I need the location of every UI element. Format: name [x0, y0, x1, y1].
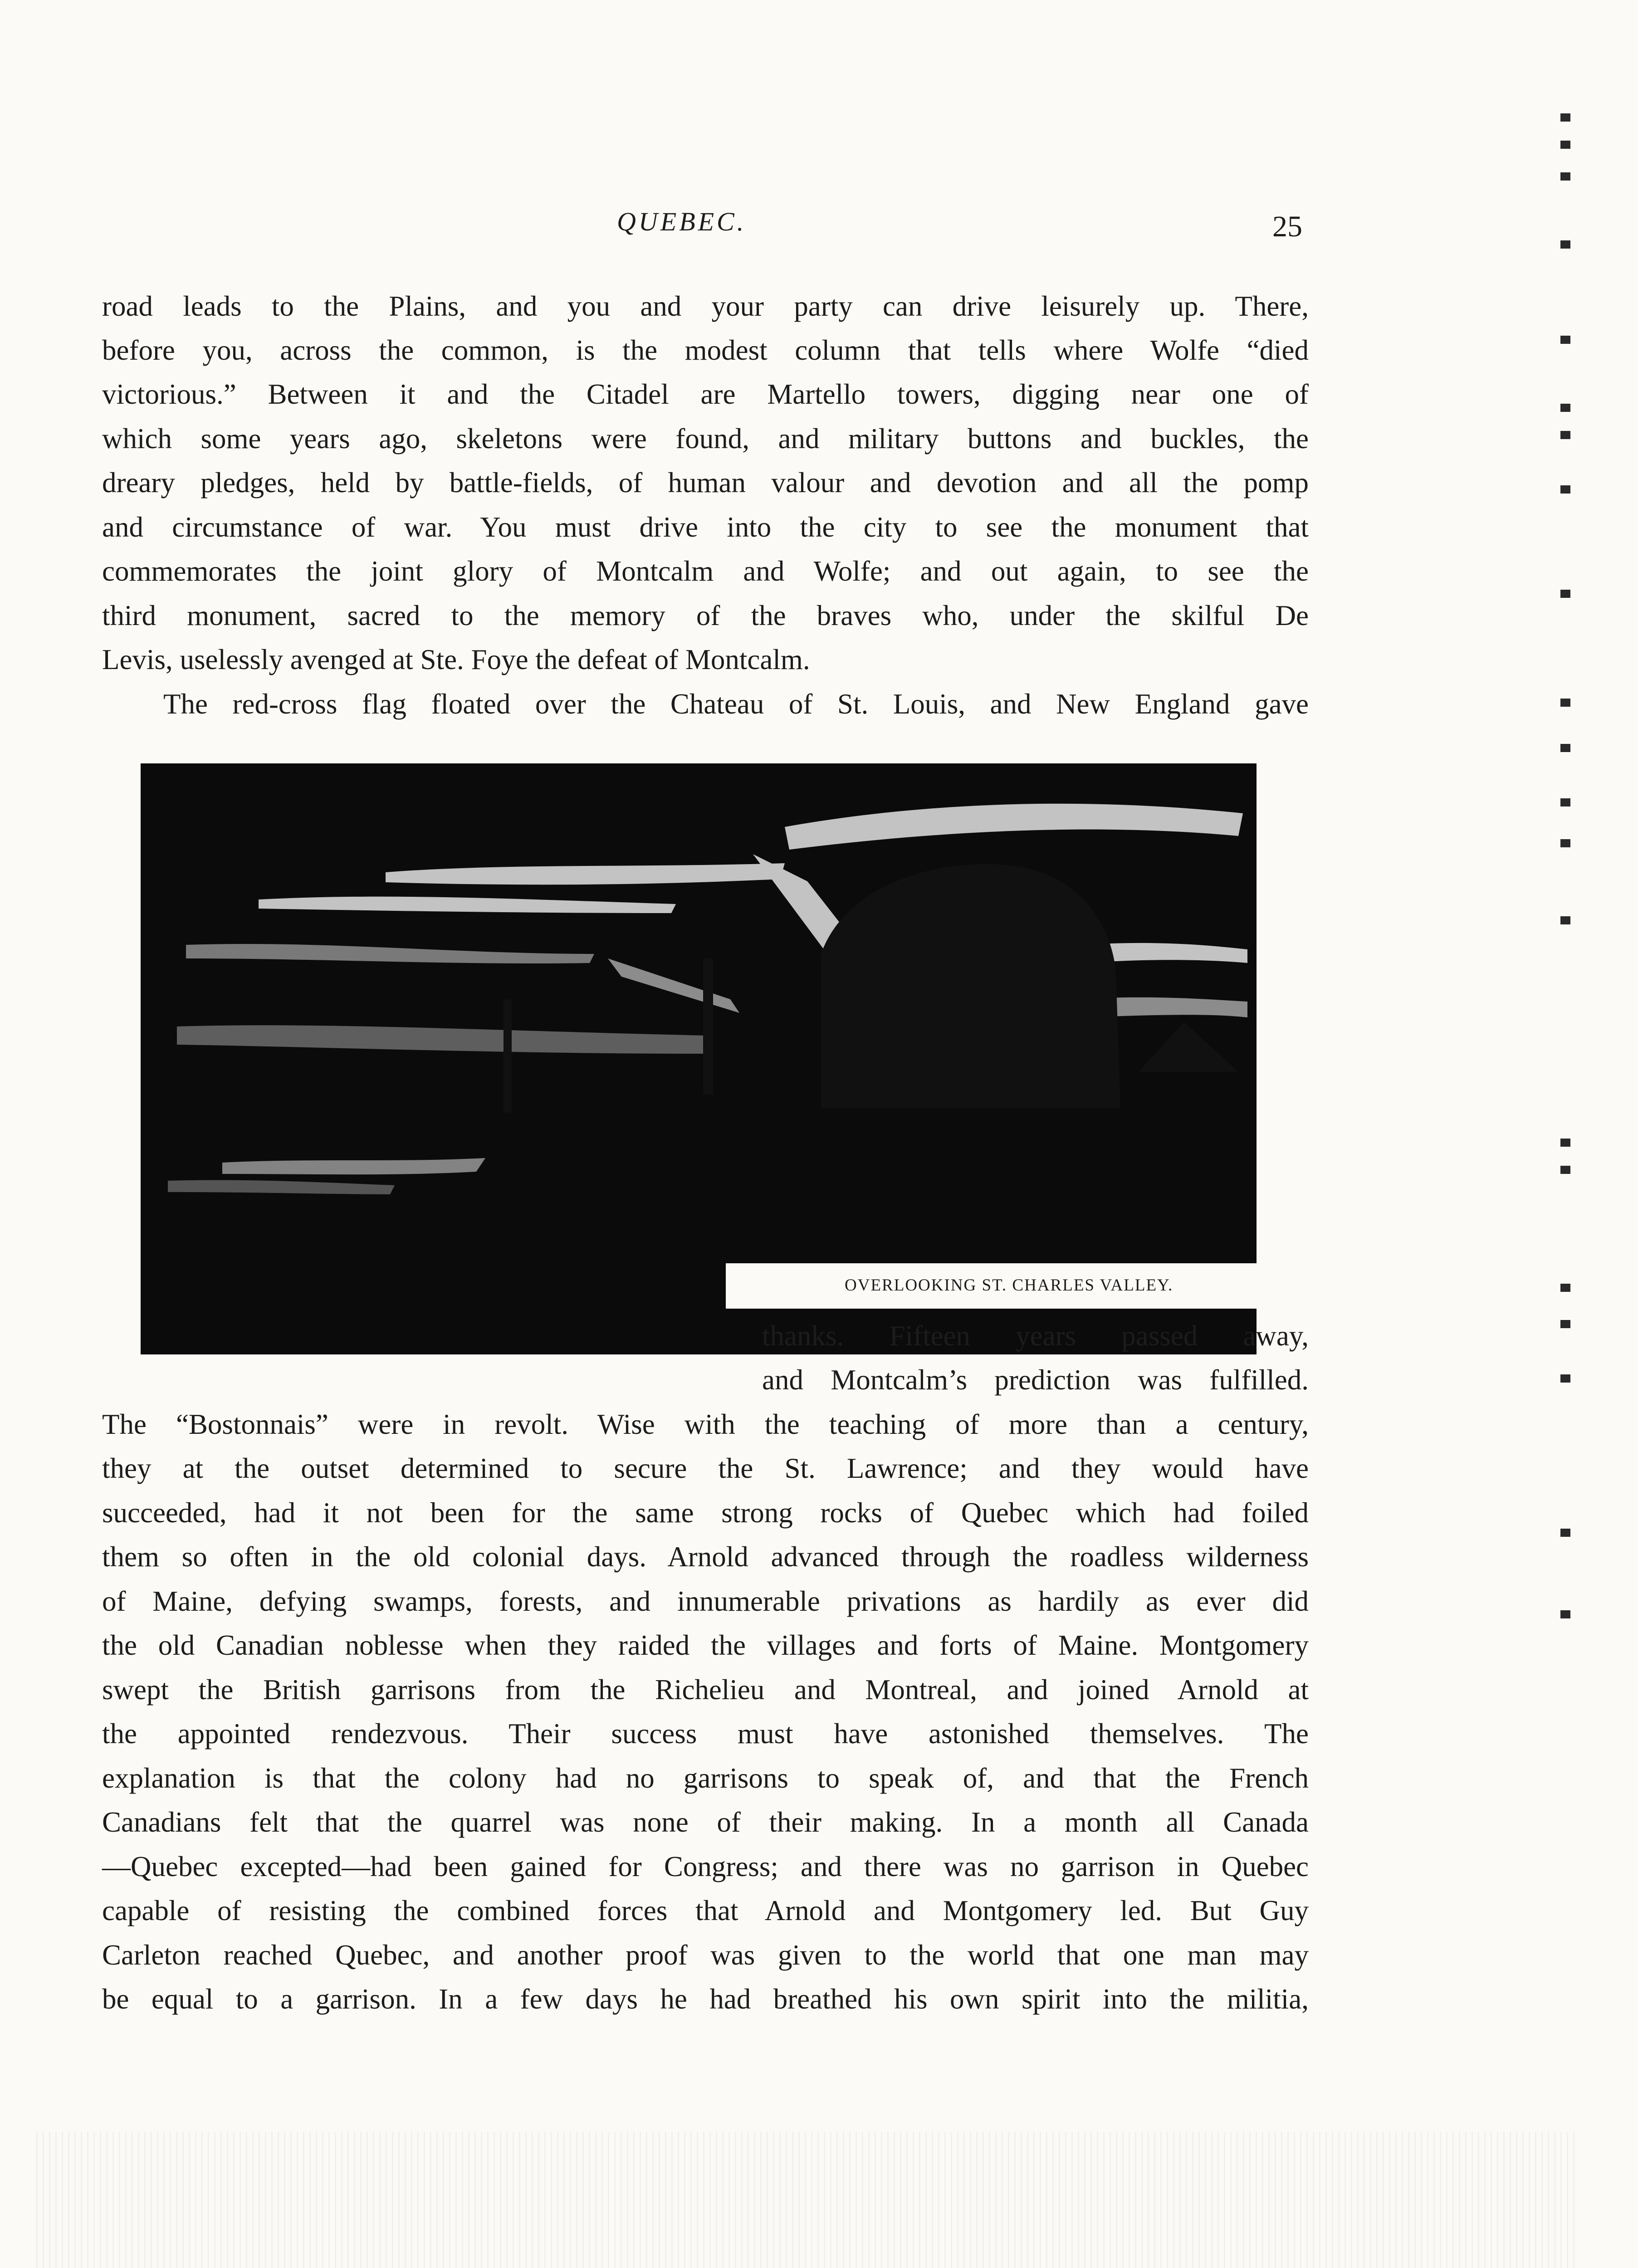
- text-line: —Quebec excepted—had been gained for Congress; and there was no garrison in Quebec: [102, 1851, 1309, 1882]
- text-line: thanks. Fifteen years passed away,: [762, 1320, 1309, 1352]
- figure-caption: OVERLOOKING ST. CHARLES VALLEY.: [845, 1276, 1173, 1295]
- text-line: they at the outset determined to secure the St. Lawrence; and they would have: [102, 1452, 1309, 1484]
- text-line: third monument, sacred to the memory of the braves who, under the skilful De: [102, 600, 1309, 631]
- text-line: victorious.” Between it and the Citadel are Martello towers, digging near one of: [102, 378, 1309, 410]
- text-line: capable of resisting the combined forces that Arnold and Montgomery led. But Guy: [102, 1895, 1309, 1926]
- text-line: swept the British garrisons from the Richelieu and Montreal, and joined Arnold at: [102, 1674, 1309, 1706]
- text-line: the appointed rendezvous. Their success must have astonished themselves. The: [102, 1718, 1309, 1750]
- text-line: be equal to a garrison. In a few days he had breathed his own spirit into the militia,: [102, 1983, 1309, 2015]
- text-line: which some years ago, skeletons were found, and military buttons and buckles, the: [102, 423, 1309, 455]
- scan-edge-noise: [36, 2132, 1579, 2268]
- text-line: dreary pledges, held by battle-fields, of human valour and devotion and all the pomp: [102, 467, 1309, 499]
- text-line: The red-cross flag floated over the Chateau of St. Louis, and New England gave: [163, 688, 1309, 720]
- text-line: road leads to the Plains, and you and your party can drive leisurely up. There,: [102, 290, 1309, 322]
- text-line: before you, across the common, is the modest column that tells where Wolfe “died: [102, 334, 1309, 366]
- text-line: Levis, uselessly avenged at Ste. Foye the defeat of Montcalm.: [102, 644, 810, 675]
- text-line: Carleton reached Quebec, and another proof was given to the world that one man may: [102, 1939, 1309, 1971]
- text-line: and circumstance of war. You must drive into the city to see the monument that: [102, 511, 1309, 543]
- text-line: of Maine, defying swamps, forests, and innumerable privations as hardily as ever did: [102, 1585, 1309, 1617]
- text-line: them so often in the old colonial days. Arnold advanced through the roadless wilderness: [102, 1541, 1309, 1573]
- text-line: the old Canadian noblesse when they raided the villages and forts of Maine. Montgomery: [102, 1629, 1309, 1661]
- text-line: Canadians felt that the quarrel was none of their making. In a month all Canada: [102, 1806, 1309, 1838]
- page-number: 25: [1272, 210, 1302, 243]
- running-title: QUEBEC.: [617, 207, 747, 236]
- text-line: The “Bostonnais” were in revolt. Wise with the teaching of more than a century,: [102, 1408, 1309, 1440]
- scan-margin-marks: [1560, 113, 1579, 1860]
- text-line: explanation is that the colony had no garrisons to speak of, and that the French: [102, 1762, 1309, 1794]
- text-line: succeeded, had it not been for the same strong rocks of Quebec which had foiled: [102, 1497, 1309, 1529]
- text-line: and Montcalm’s prediction was fulfilled.: [762, 1364, 1309, 1396]
- text-line: commemorates the joint glory of Montcalm and Wolfe; and out again, to see the: [102, 555, 1309, 587]
